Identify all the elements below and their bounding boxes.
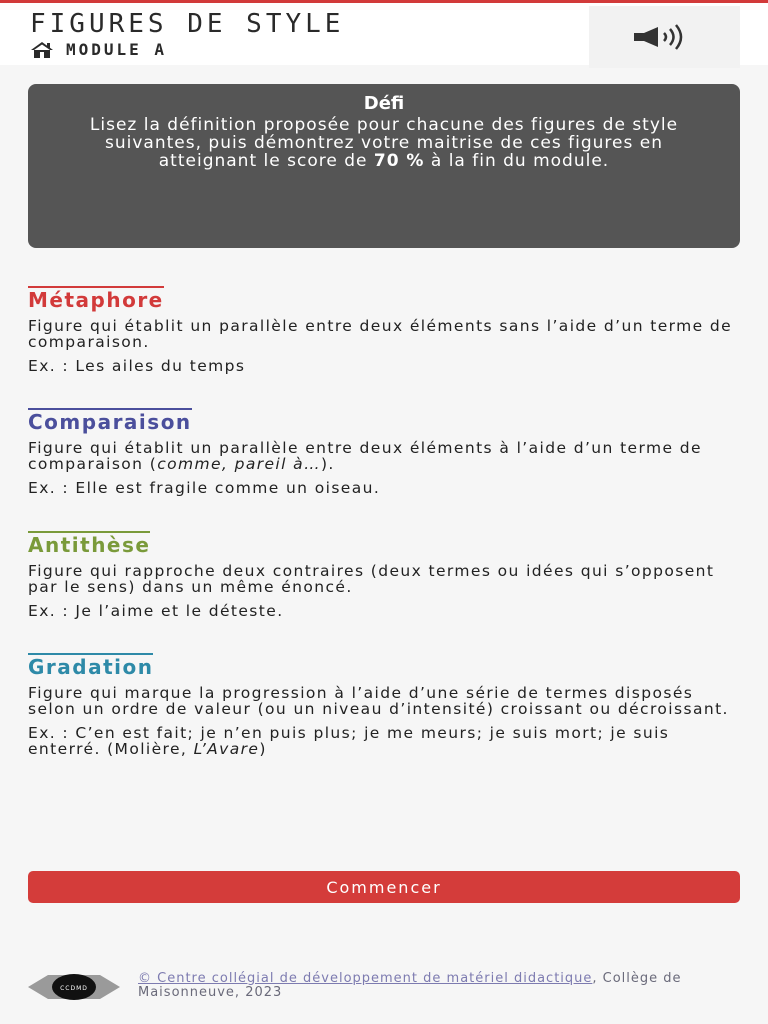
figure-gradation xyxy=(28,653,740,757)
figure-definition: Figure qui établit un parallèle entre deux éléments sans l’aide d’un terme de comparaison. xyxy=(28,317,733,351)
app-title: FIGURES DE STYLE xyxy=(30,9,345,39)
figure-title: Métaphore xyxy=(28,288,164,312)
footer xyxy=(28,972,740,1002)
example-end: ) xyxy=(259,740,267,758)
challenge-text xyxy=(78,116,690,170)
figure-example: Ex. : Elle est fragile comme un oiseau. xyxy=(28,479,381,497)
breadcrumb xyxy=(30,40,167,59)
header xyxy=(0,3,768,65)
speaker-icon xyxy=(630,24,700,50)
figure-metaphore xyxy=(28,286,740,374)
definition-end: ). xyxy=(320,455,335,473)
figure-example: Ex. : Les ailes du temps xyxy=(28,357,246,375)
figure-definition xyxy=(28,440,740,472)
figure-title: Antithèse xyxy=(28,533,151,557)
challenge-text-end: à la fin du module. xyxy=(424,151,610,171)
figure-title: Gradation xyxy=(28,655,154,679)
challenge-score: 70 % xyxy=(373,151,425,171)
figure-title: Comparaison xyxy=(28,410,192,434)
start-button[interactable]: Commencer xyxy=(28,871,740,903)
example-italic: L’Avare xyxy=(193,740,260,758)
footer-credit xyxy=(138,972,740,1000)
figure-comparaison xyxy=(28,408,740,496)
figure-definition: Figure qui rapproche deux contraires (deux termes ou idées qui s’opposent par le sens) dans un même énoncé. xyxy=(28,562,715,596)
definition-start: Figure qui établit un parallèle entre deux éléments à l’aide d’un terme de comparaison ( xyxy=(28,439,702,473)
home-icon[interactable] xyxy=(30,41,54,59)
figure-example xyxy=(28,725,740,757)
figure-example: Ex. : Je l’aime et le déteste. xyxy=(28,602,284,620)
challenge-box xyxy=(28,84,740,248)
ccdmd-link[interactable]: © Centre collégial de développement de matériel didactique xyxy=(138,971,593,986)
figure-definition: Figure qui marque la progression à l’aide d’une série de termes disposés selon un ordre de valeur (ou un niveau d’intensité) croissant ou décroissant. xyxy=(28,684,729,718)
sound-button[interactable] xyxy=(589,6,740,68)
footer-credit-rest: , Collège de Maisonneuve, 2023 xyxy=(138,971,682,1000)
example-start: Ex. : C’en est fait; je n’en puis plus; je me meurs; je suis mort; je suis enterré. (Molière, xyxy=(28,724,670,758)
challenge-text-start: Lisez la définition proposée pour chacune des figures de style suivantes, puis démontrez votre maitrise de ces figures en atteignant le score de xyxy=(89,115,679,171)
logo-text: CCDMD xyxy=(60,985,88,992)
challenge-title: Défi xyxy=(363,93,405,114)
ccdmd-logo[interactable] xyxy=(28,972,120,1002)
breadcrumb-module[interactable]: MODULE A xyxy=(66,40,168,59)
figure-antithese xyxy=(28,531,740,619)
definition-italic: comme, pareil à… xyxy=(157,455,321,473)
